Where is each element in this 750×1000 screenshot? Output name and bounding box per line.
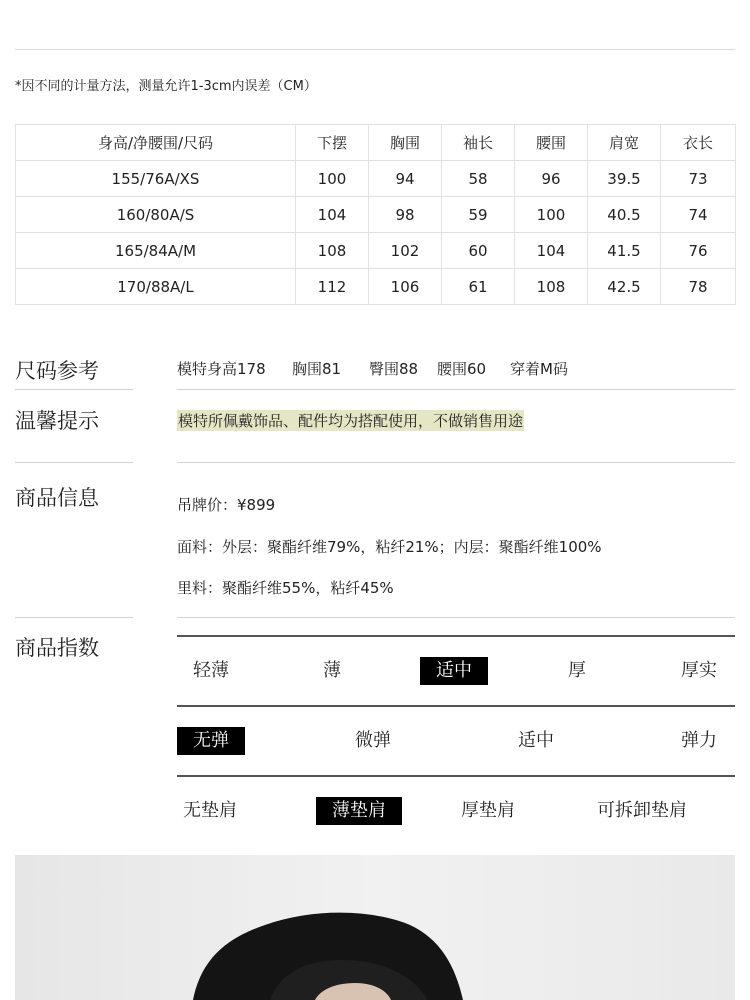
shoulder-pad-thick: 厚垫肩 — [461, 800, 515, 821]
index-divider — [177, 775, 735, 777]
model-waist: 腰围60 — [437, 360, 487, 378]
size-table — [15, 124, 736, 305]
table-cell: 96 — [515, 161, 588, 197]
table-header-row — [16, 125, 736, 161]
shoulder-pad-thin-selected: 薄垫肩 — [316, 797, 402, 825]
table-header-cell: 下摆 — [296, 125, 369, 161]
table-cell: 60 — [442, 233, 515, 269]
table-cell: 102 — [369, 233, 442, 269]
model-photo-image — [15, 855, 735, 1000]
table-cell: 78 — [661, 269, 736, 305]
table-header-cell: 腰围 — [515, 125, 588, 161]
tips-title: 温馨提示 — [15, 409, 99, 433]
table-cell: 42.5 — [588, 269, 661, 305]
table-cell: 165/84A/M — [16, 233, 296, 269]
top-divider — [15, 49, 735, 50]
table-cell: 98 — [369, 197, 442, 233]
table-cell: 100 — [515, 197, 588, 233]
table-cell: 106 — [369, 269, 442, 305]
model-hip: 臀围88 — [369, 360, 419, 378]
table-cell: 59 — [442, 197, 515, 233]
table-row — [16, 197, 736, 233]
table-row — [16, 161, 736, 197]
table-cell: 170/88A/L — [16, 269, 296, 305]
table-cell: 40.5 — [588, 197, 661, 233]
table-cell: 58 — [442, 161, 515, 197]
thickness-very-thick: 厚实 — [681, 660, 717, 681]
table-header-cell: 肩宽 — [588, 125, 661, 161]
table-cell: 155/76A/XS — [16, 161, 296, 197]
table-cell: 100 — [296, 161, 369, 197]
elasticity-medium: 适中 — [518, 730, 554, 751]
section-divider — [177, 462, 735, 463]
section-divider — [15, 617, 133, 618]
model-height: 模特身高178 — [177, 360, 266, 378]
table-cell: 39.5 — [588, 161, 661, 197]
product-info-title: 商品信息 — [15, 486, 99, 510]
shoulder-pad-removable: 可拆卸垫肩 — [597, 800, 687, 821]
table-cell: 73 — [661, 161, 736, 197]
table-cell: 61 — [442, 269, 515, 305]
tag-price: 吊牌价：¥899 — [177, 496, 276, 514]
table-row — [16, 269, 736, 305]
fabric-info: 面料：外层：聚酯纤维79%，粘纤21%；内层：聚酯纤维100% — [177, 538, 602, 556]
thickness-medium-selected: 适中 — [420, 657, 488, 685]
section-divider — [15, 462, 133, 463]
table-header-cell: 衣长 — [661, 125, 736, 161]
table-cell: 94 — [369, 161, 442, 197]
thickness-light: 轻薄 — [193, 660, 229, 681]
table-cell: 108 — [515, 269, 588, 305]
thickness-thin: 薄 — [323, 660, 341, 681]
table-cell: 108 — [296, 233, 369, 269]
shoulder-pad-none: 无垫肩 — [183, 800, 237, 821]
thickness-thick: 厚 — [568, 660, 586, 681]
table-cell: 74 — [661, 197, 736, 233]
measurement-note: *因不同的计量方法，测量允许1-3cm内误差（CM） — [15, 79, 317, 94]
table-header-cell: 袖长 — [442, 125, 515, 161]
table-header-cell: 身高/净腰围/尺码 — [16, 125, 296, 161]
section-divider — [177, 617, 735, 618]
table-row — [16, 233, 736, 269]
index-divider — [177, 635, 735, 637]
section-divider — [15, 389, 133, 390]
table-cell: 104 — [515, 233, 588, 269]
index-divider — [177, 705, 735, 707]
table-cell: 104 — [296, 197, 369, 233]
elasticity-none-selected: 无弹 — [177, 727, 245, 755]
table-cell: 112 — [296, 269, 369, 305]
elasticity-slight: 微弹 — [355, 730, 391, 751]
lining-info: 里料：聚酯纤维55%，粘纤45% — [177, 579, 394, 597]
table-header-cell: 胸围 — [369, 125, 442, 161]
model-bust: 胸围81 — [292, 360, 342, 378]
model-photo — [15, 855, 735, 1000]
size-ref-title: 尺码参考 — [15, 359, 99, 383]
table-cell: 41.5 — [588, 233, 661, 269]
tips-text: 模特所佩戴饰品、配件均为搭配使用，不做销售用途 — [178, 412, 524, 430]
product-index-title: 商品指数 — [15, 636, 99, 660]
table-cell: 160/80A/S — [16, 197, 296, 233]
model-size-worn: 穿着M码 — [510, 360, 568, 378]
table-cell: 76 — [661, 233, 736, 269]
section-divider — [177, 389, 735, 390]
elasticity-stretch: 弹力 — [681, 730, 717, 751]
